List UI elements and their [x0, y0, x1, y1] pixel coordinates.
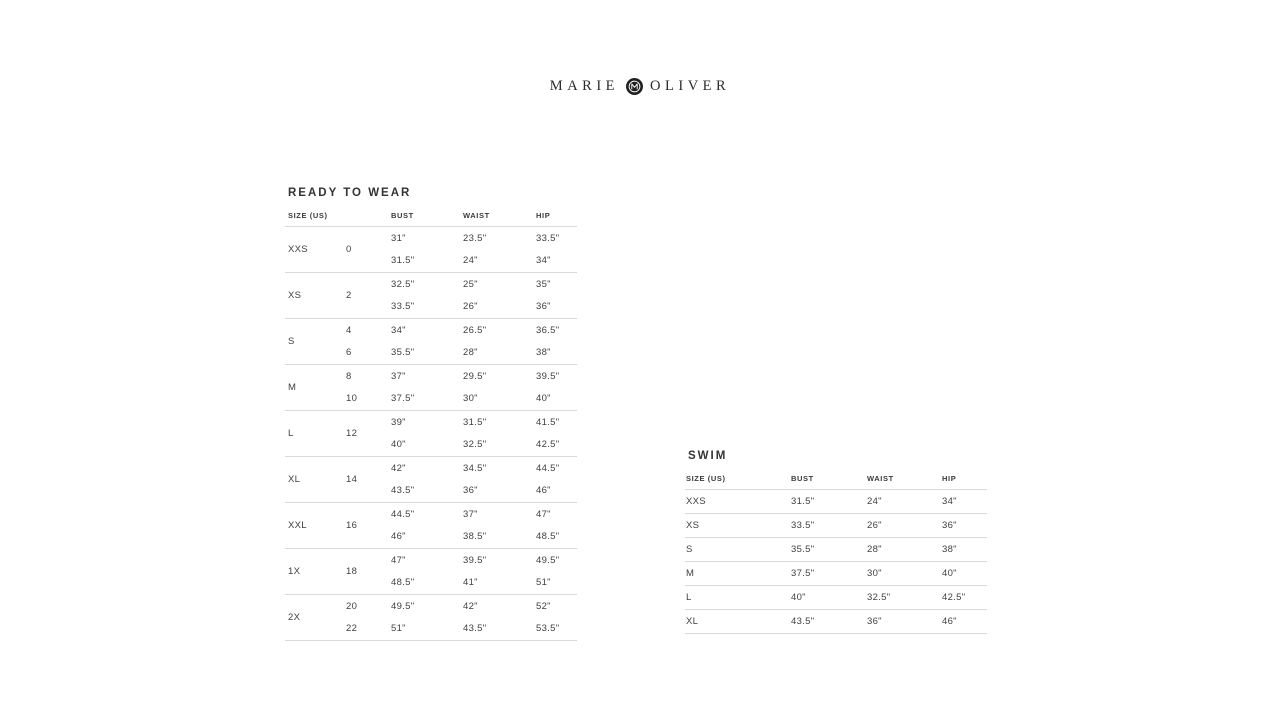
size-group-row [285, 549, 577, 595]
measurement-cell: 35.5" [391, 347, 415, 359]
size-label: S [288, 336, 295, 347]
measurement-cell: 38.5" [463, 531, 487, 543]
swim-size-row [685, 514, 987, 538]
measurement-cell: 49.5" [391, 600, 415, 612]
measurement-cell: 24" [463, 255, 478, 267]
size-group-row [285, 365, 577, 411]
measurement-cell: 38" [942, 544, 957, 555]
measurement-cell: 31" [391, 232, 406, 244]
measurement-cell: 30" [463, 393, 478, 405]
mo-monogram-icon [626, 78, 643, 95]
size-number: 2 [346, 290, 352, 301]
swim-size-row [685, 490, 987, 514]
size-label: M [288, 382, 297, 393]
measurement-cell: 36" [536, 301, 551, 313]
ready-to-wear-body [285, 227, 577, 641]
measurement-cell: 37" [391, 370, 406, 382]
measurement-cell: 46" [391, 531, 406, 543]
measurement-cell: 52" [536, 600, 551, 612]
column-header: WAIST [867, 474, 894, 483]
measurement-cell: 49.5" [536, 554, 560, 566]
measurement-cell: 35" [536, 278, 551, 290]
measurement-cell: 38" [536, 347, 551, 359]
measurement-cell: 47" [391, 554, 406, 566]
measurement-cell: 33.5" [536, 232, 560, 244]
size-label: L [686, 592, 692, 603]
size-group-row [285, 319, 577, 365]
measurement-cell: 36" [942, 520, 957, 531]
measurement-cell: 32.5" [463, 439, 487, 451]
measurement-cell: 43.5" [391, 485, 415, 497]
measurement-cell: 46" [942, 616, 957, 627]
measurement-cell: 51" [536, 577, 551, 589]
measurement-cell: 42" [391, 462, 406, 474]
column-header: HIP [536, 211, 551, 220]
measurement-cell: 41.5" [536, 416, 560, 428]
measurement-cell: 31.5" [391, 255, 415, 267]
size-number: 4 [346, 324, 352, 336]
size-label: XL [686, 616, 699, 627]
size-group-row [285, 503, 577, 549]
measurement-cell: 34" [391, 324, 406, 336]
swim-size-row [685, 562, 987, 586]
measurement-cell: 39" [391, 416, 406, 428]
size-number: 20 [346, 600, 358, 612]
column-header: BUST [791, 474, 814, 483]
measurement-cell: 31.5" [463, 416, 487, 428]
size-label: M [686, 568, 695, 579]
measurement-cell: 34.5" [463, 462, 487, 474]
swim-size-row [685, 610, 987, 634]
measurement-cell: 32.5" [391, 278, 415, 290]
measurement-cell: 48.5" [391, 577, 415, 589]
measurement-cell: 47" [536, 508, 551, 520]
swim-size-row [685, 538, 987, 562]
measurement-cell: 41" [463, 577, 478, 589]
measurement-cell: 40" [791, 592, 806, 603]
measurement-cell: 48.5" [536, 531, 560, 543]
measurement-cell: 30" [867, 568, 882, 579]
brand-logo [0, 78, 1280, 95]
measurement-cell: 42.5" [536, 439, 560, 451]
measurement-cell: 44.5" [536, 462, 560, 474]
swim-header-row [685, 468, 987, 490]
size-label: 2X [288, 612, 301, 623]
measurement-cell: 42.5" [942, 592, 966, 603]
size-label: XXS [288, 244, 308, 255]
size-label: XL [288, 474, 301, 485]
measurement-cell: 32.5" [867, 592, 891, 603]
swim-title: SWIM [688, 450, 728, 462]
measurement-cell: 39.5" [463, 554, 487, 566]
size-label: XS [288, 290, 302, 301]
measurement-cell: 35.5" [791, 544, 815, 555]
measurement-cell: 43.5" [463, 623, 487, 635]
ready-to-wear-title: READY TO WEAR [288, 187, 412, 199]
column-header: WAIST [463, 211, 490, 220]
size-number: 12 [346, 428, 358, 439]
ready-to-wear-header-row [285, 205, 577, 227]
swim-body [685, 490, 987, 634]
size-label: 1X [288, 566, 301, 577]
measurement-cell: 44.5" [391, 508, 415, 520]
size-number: 14 [346, 474, 358, 485]
column-header: BUST [391, 211, 414, 220]
size-label: S [686, 544, 693, 555]
size-number: 6 [346, 347, 352, 359]
measurement-cell: 37" [463, 508, 478, 520]
measurement-cell: 33.5" [791, 520, 815, 531]
measurement-cell: 42" [463, 600, 478, 612]
size-label: XS [686, 520, 700, 531]
measurement-cell: 39.5" [536, 370, 560, 382]
measurement-cell: 40" [391, 439, 406, 451]
column-header: SIZE (US) [686, 474, 726, 483]
size-number: 10 [346, 393, 358, 405]
size-group-row [285, 273, 577, 319]
size-label: L [288, 428, 294, 439]
size-group-row [285, 411, 577, 457]
size-number: 0 [346, 244, 352, 255]
size-number: 8 [346, 370, 352, 382]
brand-name-right: OLIVER [650, 78, 731, 94]
swim-size-row [685, 586, 987, 610]
size-number: 16 [346, 520, 358, 531]
measurement-cell: 36.5" [536, 324, 560, 336]
column-header: HIP [942, 474, 957, 483]
measurement-cell: 36" [463, 485, 478, 497]
size-number: 22 [346, 623, 358, 635]
measurement-cell: 46" [536, 485, 551, 497]
size-label: XXL [288, 520, 307, 531]
measurement-cell: 23.5" [463, 232, 487, 244]
measurement-cell: 25" [463, 278, 478, 290]
measurement-cell: 26" [463, 301, 478, 313]
measurement-cell: 37.5" [791, 568, 815, 579]
measurement-cell: 51" [391, 623, 406, 635]
size-number: 18 [346, 566, 358, 577]
size-group-row [285, 595, 577, 641]
measurement-cell: 34" [536, 255, 551, 267]
measurement-cell: 40" [536, 393, 551, 405]
size-group-row [285, 227, 577, 273]
column-header: SIZE (US) [288, 211, 328, 220]
measurement-cell: 24" [867, 496, 882, 507]
ready-to-wear-section [285, 187, 577, 641]
measurement-cell: 33.5" [391, 301, 415, 313]
size-group-row [285, 457, 577, 503]
measurement-cell: 31.5" [791, 496, 815, 507]
measurement-cell: 36" [867, 616, 882, 627]
measurement-cell: 29.5" [463, 370, 487, 382]
measurement-cell: 28" [867, 544, 882, 555]
swim-section [685, 450, 987, 634]
measurement-cell: 53.5" [536, 623, 560, 635]
size-label: XXS [686, 496, 706, 507]
brand-name-left: MARIE [549, 78, 620, 94]
measurement-cell: 43.5" [791, 616, 815, 627]
measurement-cell: 28" [463, 347, 478, 359]
measurement-cell: 34" [942, 496, 957, 507]
measurement-cell: 26.5" [463, 324, 487, 336]
measurement-cell: 40" [942, 568, 957, 579]
measurement-cell: 26" [867, 520, 882, 531]
measurement-cell: 37.5" [391, 393, 415, 405]
